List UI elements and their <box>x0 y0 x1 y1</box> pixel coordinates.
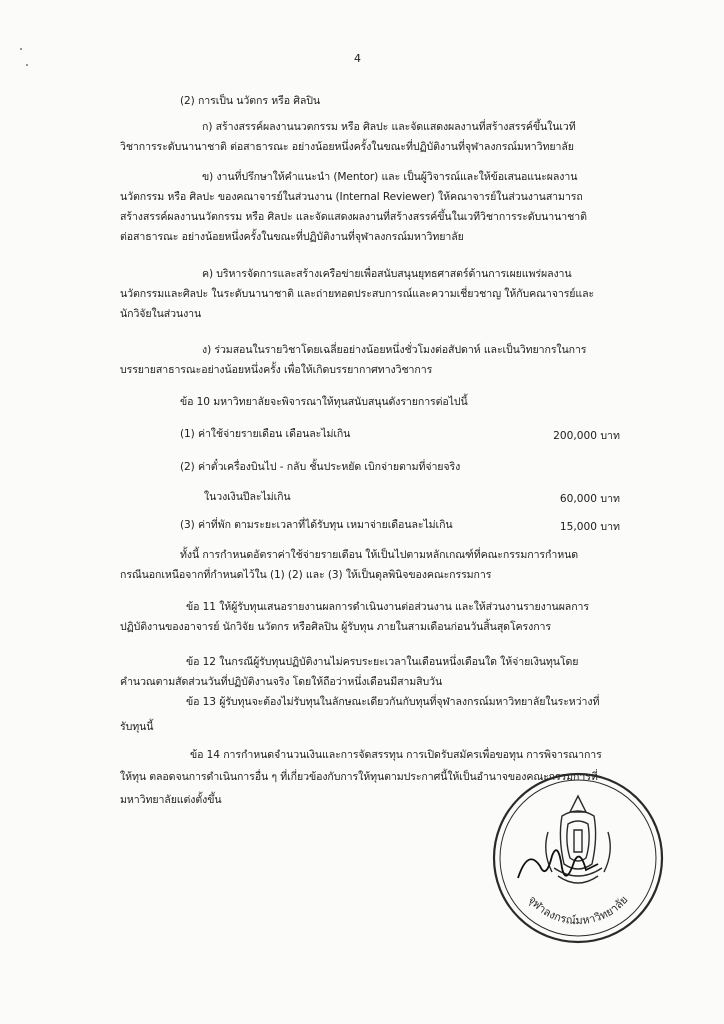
paragraph-line: ปฏิบัติงานของอาจารย์ นักวิจัย นวัตกร หรือศิลปิน ผู้รับทุน ภายในสามเดือนก่อนวันสิ้นสุดโครงการ <box>120 621 551 633</box>
expense-item: (1) ค่าใช้จ่ายรายเดือน เดือนละไม่เกิน <box>180 428 351 440</box>
seal-text: จุฬาลงกรณ์มหาวิทยาลัย <box>525 893 631 928</box>
clause-heading: ข้อ 10 มหาวิทยาลัยจะพิจารณาให้ทุนสนับสนุนดังรายการต่อไปนี้ <box>180 396 468 408</box>
paragraph-line: ทั้งนี้ การกำหนดอัตราค่าใช้จ่ายรายเดือน ให้เป็นไปตามหลักเกณฑ์ที่คณะกรรมการกำหนด <box>180 549 579 561</box>
expense-amount: 200,000 บาท <box>553 430 620 442</box>
paragraph-line: ข้อ 12 ในกรณีผู้รับทุนปฏิบัติงานไม่ครบระยะเวลาในเดือนหนึ่งเดือนใด ให้จ่ายเงินทุนโดย <box>186 656 579 668</box>
paragraph-line: ข้อ 13 ผู้รับทุนจะต้องไม่รับทุนในลักษณะเดียวกันกับทุนที่จุฬาลงกรณ์มหาวิทยาลัยในระหว่างที่ <box>186 696 600 708</box>
paragraph-line: คำนวณตามสัดส่วนวันที่ปฏิบัติงานจริง โดยให้ถือว่าหนึ่งเดือนมีสามสิบวัน <box>120 676 443 688</box>
paragraph-line: ข้อ 11 ให้ผู้รับทุนเสนอรายงานผลการดำเนินงานต่อส่วนงาน และให้ส่วนงานรายงานผลการ <box>186 601 589 613</box>
expense-item: ในวงเงินปีละไม่เกิน <box>204 491 291 503</box>
university-seal-stamp <box>488 768 668 948</box>
paragraph-line: วิชาการระดับนานาชาติ ต่อสาธารณะ อย่างน้อยหนึ่งครั้งในขณะที่ปฏิบัติงานที่จุฬาลงกรณ์มหาวิทยาลัย <box>120 141 574 153</box>
expense-item: (2) ค่าตั๋วเครื่องบินไป - กลับ ชั้นประหยัด เบิกจ่ายตามที่จ่ายจริง <box>180 461 461 473</box>
scan-speck <box>20 48 22 50</box>
paragraph-line: กรณีนอกเหนือจากที่กำหนดไว้ใน (1) (2) และ (3) ให้เป็นดุลพินิจของคณะกรรมการ <box>120 569 492 581</box>
paragraph-line: มหาวิทยาลัยแต่งตั้งขึ้น <box>120 794 222 806</box>
paragraph-line: ให้ทุน ตลอดจนการดำเนินการอื่น ๆ ที่เกี่ยวข้องกับการให้ทุนตามประกาศนี้ให้เป็นอำนาจของคณะกรรมการที่ <box>120 771 598 783</box>
paragraph-line: นวัตกรรม หรือ ศิลปะ ของคณาจารย์ในส่วนงาน (Internal Reviewer) ให้คณาจารย์ในส่วนงานสามารถ <box>120 191 583 203</box>
signature-stroke <box>518 850 598 878</box>
paragraph-line: ข้อ 14 การกำหนดจำนวนเงินและการจัดสรรทุน การเปิดรับสมัครเพื่อขอทุน การพิจารณาการ <box>190 749 602 761</box>
scan-speck <box>26 64 28 66</box>
paragraph-line: ข) งานที่ปรึกษาให้คำแนะนำ (Mentor) และ เป็นผู้วิจารณ์และให้ข้อเสนอแนะผลงาน <box>202 171 578 183</box>
paragraph-line: รับทุนนี้ <box>120 721 154 733</box>
section-heading: (2) การเป็น นวัตกร หรือ ศิลปิน <box>180 95 321 107</box>
paragraph-line: สร้างสรรค์ผลงานนวัตกรรม หรือ ศิลปะ และจัดแสดงผลงานที่สร้างสรรค์ขึ้นในเวทีวิชาการระดับนานาชาติ <box>120 211 587 223</box>
paragraph-line: นักวิจัยในส่วนงาน <box>120 308 202 320</box>
expense-amount: 60,000 บาท <box>559 493 620 505</box>
expense-amount: 15,000 บาท <box>559 521 620 533</box>
expense-item: (3) ค่าที่พัก ตามระยะเวลาที่ได้รับทุน เหมาจ่ายเดือนละไม่เกิน <box>180 519 453 531</box>
paragraph-line: ต่อสาธารณะ อย่างน้อยหนึ่งครั้งในขณะที่ปฏิบัติงานที่จุฬาลงกรณ์มหาวิทยาลัย <box>120 231 464 243</box>
paragraph-line: บรรยายสาธารณะอย่างน้อยหนึ่งครั้ง เพื่อให้เกิดบรรยากาศทางวิชาการ <box>120 364 433 376</box>
page-number: 4 <box>354 52 361 65</box>
paragraph-line: ก) สร้างสรรค์ผลงานนวตกรรม หรือ ศิลปะ และจัดแสดงผลงานที่สร้างสรรค์ขึ้นในเวที <box>202 121 576 133</box>
paragraph-line: ค) บริหารจัดการและสร้างเครือข่ายเพื่อสนับสนุนยุทธศาสตร์ด้านการเผยแพร่ผลงาน <box>202 268 572 280</box>
paragraph-line: นวัตกรรมและศิลปะ ในระดับนานาชาติ และถ่ายทอดประสบการณ์และความเชี่ยวชาญ ให้กับคณาจารย์และ <box>120 288 595 300</box>
crest-emblem-icon <box>546 796 611 883</box>
paragraph-line: ง) ร่วมสอนในรายวิชาโดยเฉลี่ยอย่างน้อยหนึ่งชั่วโมงต่อสัปดาห์ และเป็นวิทยากรในการ <box>202 344 587 356</box>
